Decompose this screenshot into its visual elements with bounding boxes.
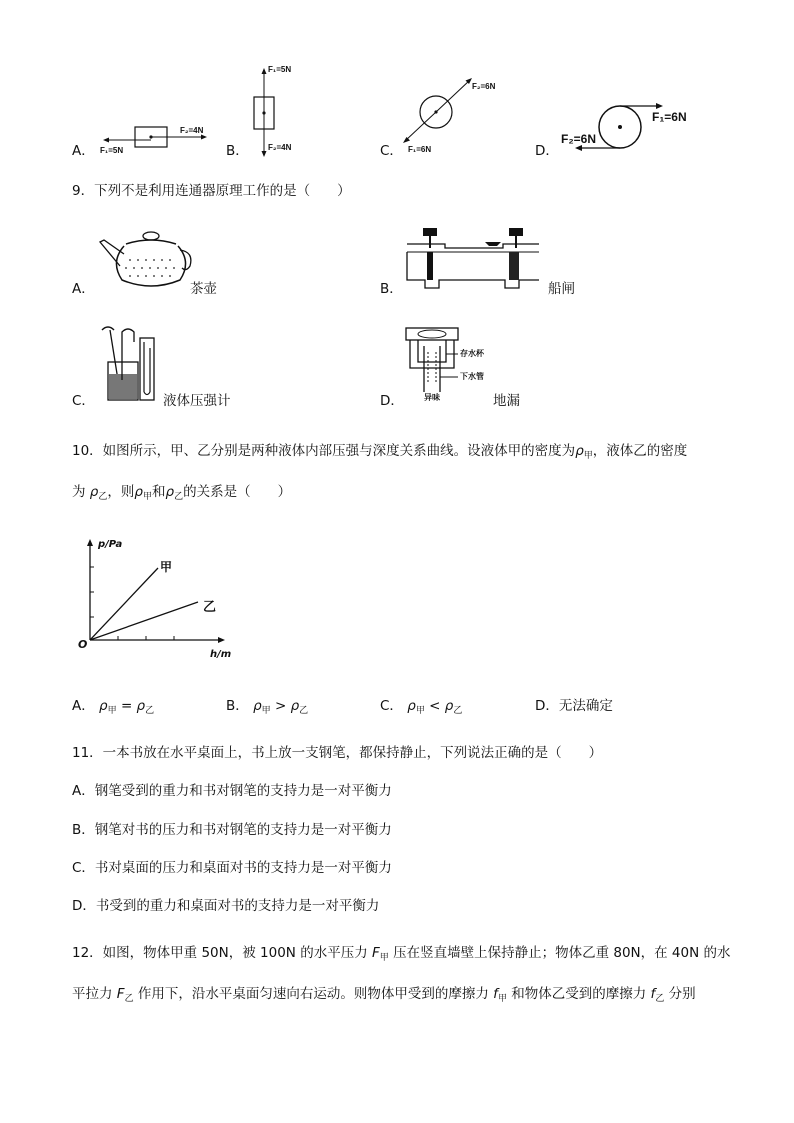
- q12-line1: 12．如图，物体甲重 50N，被 100N 的水平压力 $F_甲$ 压在竖直墙壁上保持静止；物体乙重 80N，在 40N 的水: [72, 945, 731, 963]
- ship-lock-image: [405, 222, 540, 294]
- q10-option-a: A． $\rho_甲 = \rho_乙$: [72, 698, 155, 716]
- q10-option-c: C． $\rho_甲 < \rho_乙$: [380, 698, 463, 716]
- q8-option-b-letter: B．: [226, 143, 249, 159]
- teapot-image: [96, 222, 196, 292]
- q8-c-f2-label: F₂=6N: [472, 82, 496, 91]
- graph-origin-label: O: [78, 638, 88, 651]
- q8-option-d-letter: D．: [535, 143, 559, 159]
- graph-xlabel: h/m: [210, 649, 232, 660]
- q9-option-b-label: 船闸: [548, 281, 575, 297]
- q11-option-d: D．书受到的重力和桌面对书的支持力是一对平衡力: [72, 898, 380, 914]
- pressure-gauge-image: [96, 322, 166, 407]
- drain-pipe-label: 下水管: [460, 372, 484, 381]
- q8-a-f2-label: F₂=4N: [180, 126, 204, 135]
- q10-stem-line1: 10．如图所示，甲、乙分别是两种液体内部压强与深度关系曲线。设液体甲的密度为$\rho_甲$，液体乙的密度: [72, 443, 688, 461]
- q9-option-a-label: 茶壶: [190, 281, 217, 297]
- q11-stem: 11．一本书放在水平桌面上，书上放一支钢笔，都保持静止，下列说法正确的是（ ）: [72, 745, 603, 761]
- q9-option-b-letter: B．: [380, 281, 403, 297]
- q8-b-f2-label: F₂=4N: [268, 143, 292, 152]
- graph-line-jia-label: 甲: [160, 560, 173, 574]
- q8-option-a-letter: A．: [72, 143, 95, 159]
- graph-ylabel: p/Pa: [98, 539, 123, 550]
- q10-option-d: D．无法确定: [535, 698, 613, 714]
- q12-line2: 平拉力 $F_乙$ 作用下，沿水平桌面匀速向右运动。则物体甲受到的摩擦力 $f_甲$ 和物体乙受到的摩擦力 $f_乙$ 分别: [72, 986, 696, 1004]
- graph-line-yi-label: 乙: [203, 600, 217, 615]
- q9-option-d-label: 地漏: [493, 393, 520, 409]
- drain-cup-label: 存水杯: [460, 349, 484, 358]
- q9-stem: 9．下列不是利用连通器原理工作的是（ ）: [72, 183, 351, 199]
- q11-option-b: B．钢笔对书的压力和书对钢笔的支持力是一对平衡力: [72, 822, 392, 838]
- q8-c-f1-label: F₁=6N: [408, 145, 432, 154]
- q11-option-a: A．钢笔受到的重力和书对钢笔的支持力是一对平衡力: [72, 783, 392, 799]
- floor-drain-image: [400, 322, 480, 404]
- q11-option-c: C．书对桌面的压力和桌面对书的支持力是一对平衡力: [72, 860, 392, 876]
- q9-option-c-letter: C．: [72, 393, 95, 409]
- q9-option-c-label: 液体压强计: [163, 393, 231, 409]
- q8-a-f1-label: F₁=5N: [100, 146, 124, 155]
- q9-option-a-letter: A．: [72, 281, 95, 297]
- q8-b-f1-label: F₁=5N: [268, 65, 292, 74]
- pressure-depth-graph: [76, 536, 246, 666]
- q8-figure-d: [560, 95, 670, 165]
- q8-option-c-letter: C．: [380, 143, 403, 159]
- q8-d-f2-label: F₂=6N: [561, 132, 597, 146]
- drain-odor-label: 异味: [424, 393, 440, 402]
- q8-d-f1-label: F₁=6N: [652, 110, 687, 124]
- q10-stem-line2: 为 $\rho_乙$，则$\rho_甲$和$\rho_乙$的关系是（ ）: [72, 484, 292, 502]
- q9-option-d-letter: D．: [380, 393, 404, 409]
- q10-option-b: B． $\rho_甲 > \rho_乙$: [226, 698, 309, 716]
